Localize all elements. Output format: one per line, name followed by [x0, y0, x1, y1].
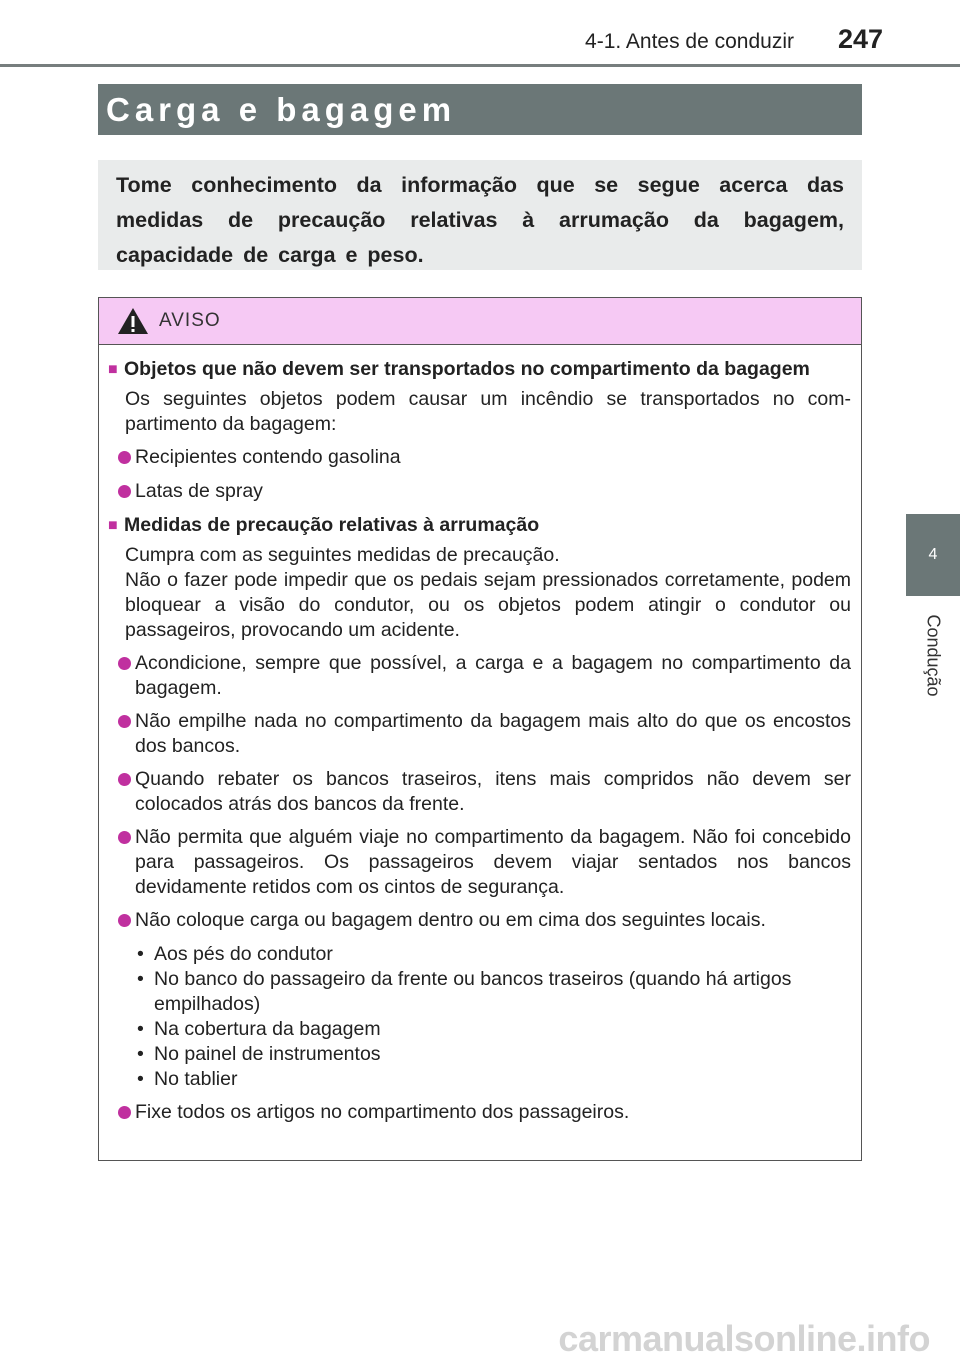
list-item-text: Quando rebater os bancos traseiros, itens mais compridos não devem ser colocados atrás dos bancos da frente. [135, 768, 851, 815]
list-item-text: Fixe todos os artigos no compartimento dos passageiros. [135, 1101, 630, 1123]
section-heading-2 [108, 513, 851, 538]
list-item [108, 651, 851, 701]
sub-list-item: • No painel de instrumentos [108, 1042, 851, 1067]
list-item [108, 479, 851, 505]
paragraph: Não o fazer pode impedir que os pedais sejam pressionados corretamente, podem bloquear a visão do condutor, ou os objetos podem atingir o condutor ou passageiros, provocando um acidente. [125, 569, 851, 641]
sub-list-item-text: Aos pés do condutor [154, 943, 333, 965]
sub-list-item: • Na cobertura da bagagem [108, 1017, 851, 1042]
warning-label: AVISO [159, 310, 221, 331]
list-item-text: Latas de spray [135, 480, 263, 502]
header-divider [0, 64, 960, 67]
square-bullet-icon: ■ [108, 517, 118, 534]
square-bullet-icon: ■ [108, 361, 118, 378]
warning-body [99, 345, 861, 1126]
section-title: Medidas de precaução relativas à arrumação [124, 514, 540, 536]
warning-triangle-icon [117, 307, 149, 335]
chapter-number: 4 [928, 546, 938, 563]
warning-header [99, 298, 861, 345]
sub-list-item: • Aos pés do condutor [108, 942, 851, 967]
chapter-label [906, 600, 960, 710]
list-item [108, 767, 851, 817]
watermark: carmanualsonline.info [558, 1318, 930, 1359]
page-title: Carga e bagagem [98, 84, 862, 135]
section-heading: 4-1. Antes de conduzir [585, 30, 794, 53]
sub-list-item: • No tablier [108, 1067, 851, 1092]
intro-text: Tome conhecimento da informação que se segue acerca das medidas de precaução relativas à arrumação da bagagem, capacidade de carga e peso. [98, 160, 862, 270]
warning-box [98, 297, 862, 1161]
list-item-text: Não empilhe nada no compartimento da bagagem mais alto do que os encostos dos bancos. [135, 710, 851, 757]
list-item-text: Não permita que alguém viaje no compartimento da bagagem. Não foi concebido para passageiros. Os passageiros devem viajar sentados nos bancos devidamente retidos com os cintos de segurança. [135, 826, 851, 898]
sub-list-item: • No banco do passageiro da frente ou bancos traseiros (quando há artigos empilhados) [108, 967, 851, 1017]
list-item [108, 445, 851, 471]
paragraph: Os seguintes objetos podem causar um incêndio se transportados no compartimento da bagagem: [125, 388, 851, 435]
list-item [108, 908, 851, 934]
section-heading-1 [108, 357, 851, 382]
sub-list-item-text: No banco do passageiro da frente ou bancos traseiros (quando há artigos empilhados) [154, 968, 792, 1015]
section-title: Objetos que não devem ser transportados no compartimento da bagagem [124, 358, 810, 380]
chapter-tab[interactable] [906, 514, 960, 596]
page-number: 247 [838, 24, 884, 54]
list-item-text: Acondicione, sempre que possível, a carga e a bagagem no compartimento da bagagem. [135, 652, 851, 699]
list-item-text: Não coloque carga ou bagagem dentro ou em cima dos seguintes locais. [135, 909, 766, 931]
paragraph: Cumpra com as seguintes medidas de precaução. [125, 544, 560, 566]
sub-list-item-text: No painel de instrumentos [154, 1043, 381, 1065]
sub-list [108, 942, 851, 1092]
list-item [108, 1100, 851, 1126]
list-item [108, 825, 851, 900]
sub-list-item-text: No tablier [154, 1068, 238, 1090]
sub-list-item-text: Na cobertura da bagagem [154, 1018, 381, 1040]
chapter-label-text: Condução [923, 613, 944, 697]
list-item-text: Recipientes contendo gasolina [135, 446, 401, 468]
list-item [108, 709, 851, 759]
